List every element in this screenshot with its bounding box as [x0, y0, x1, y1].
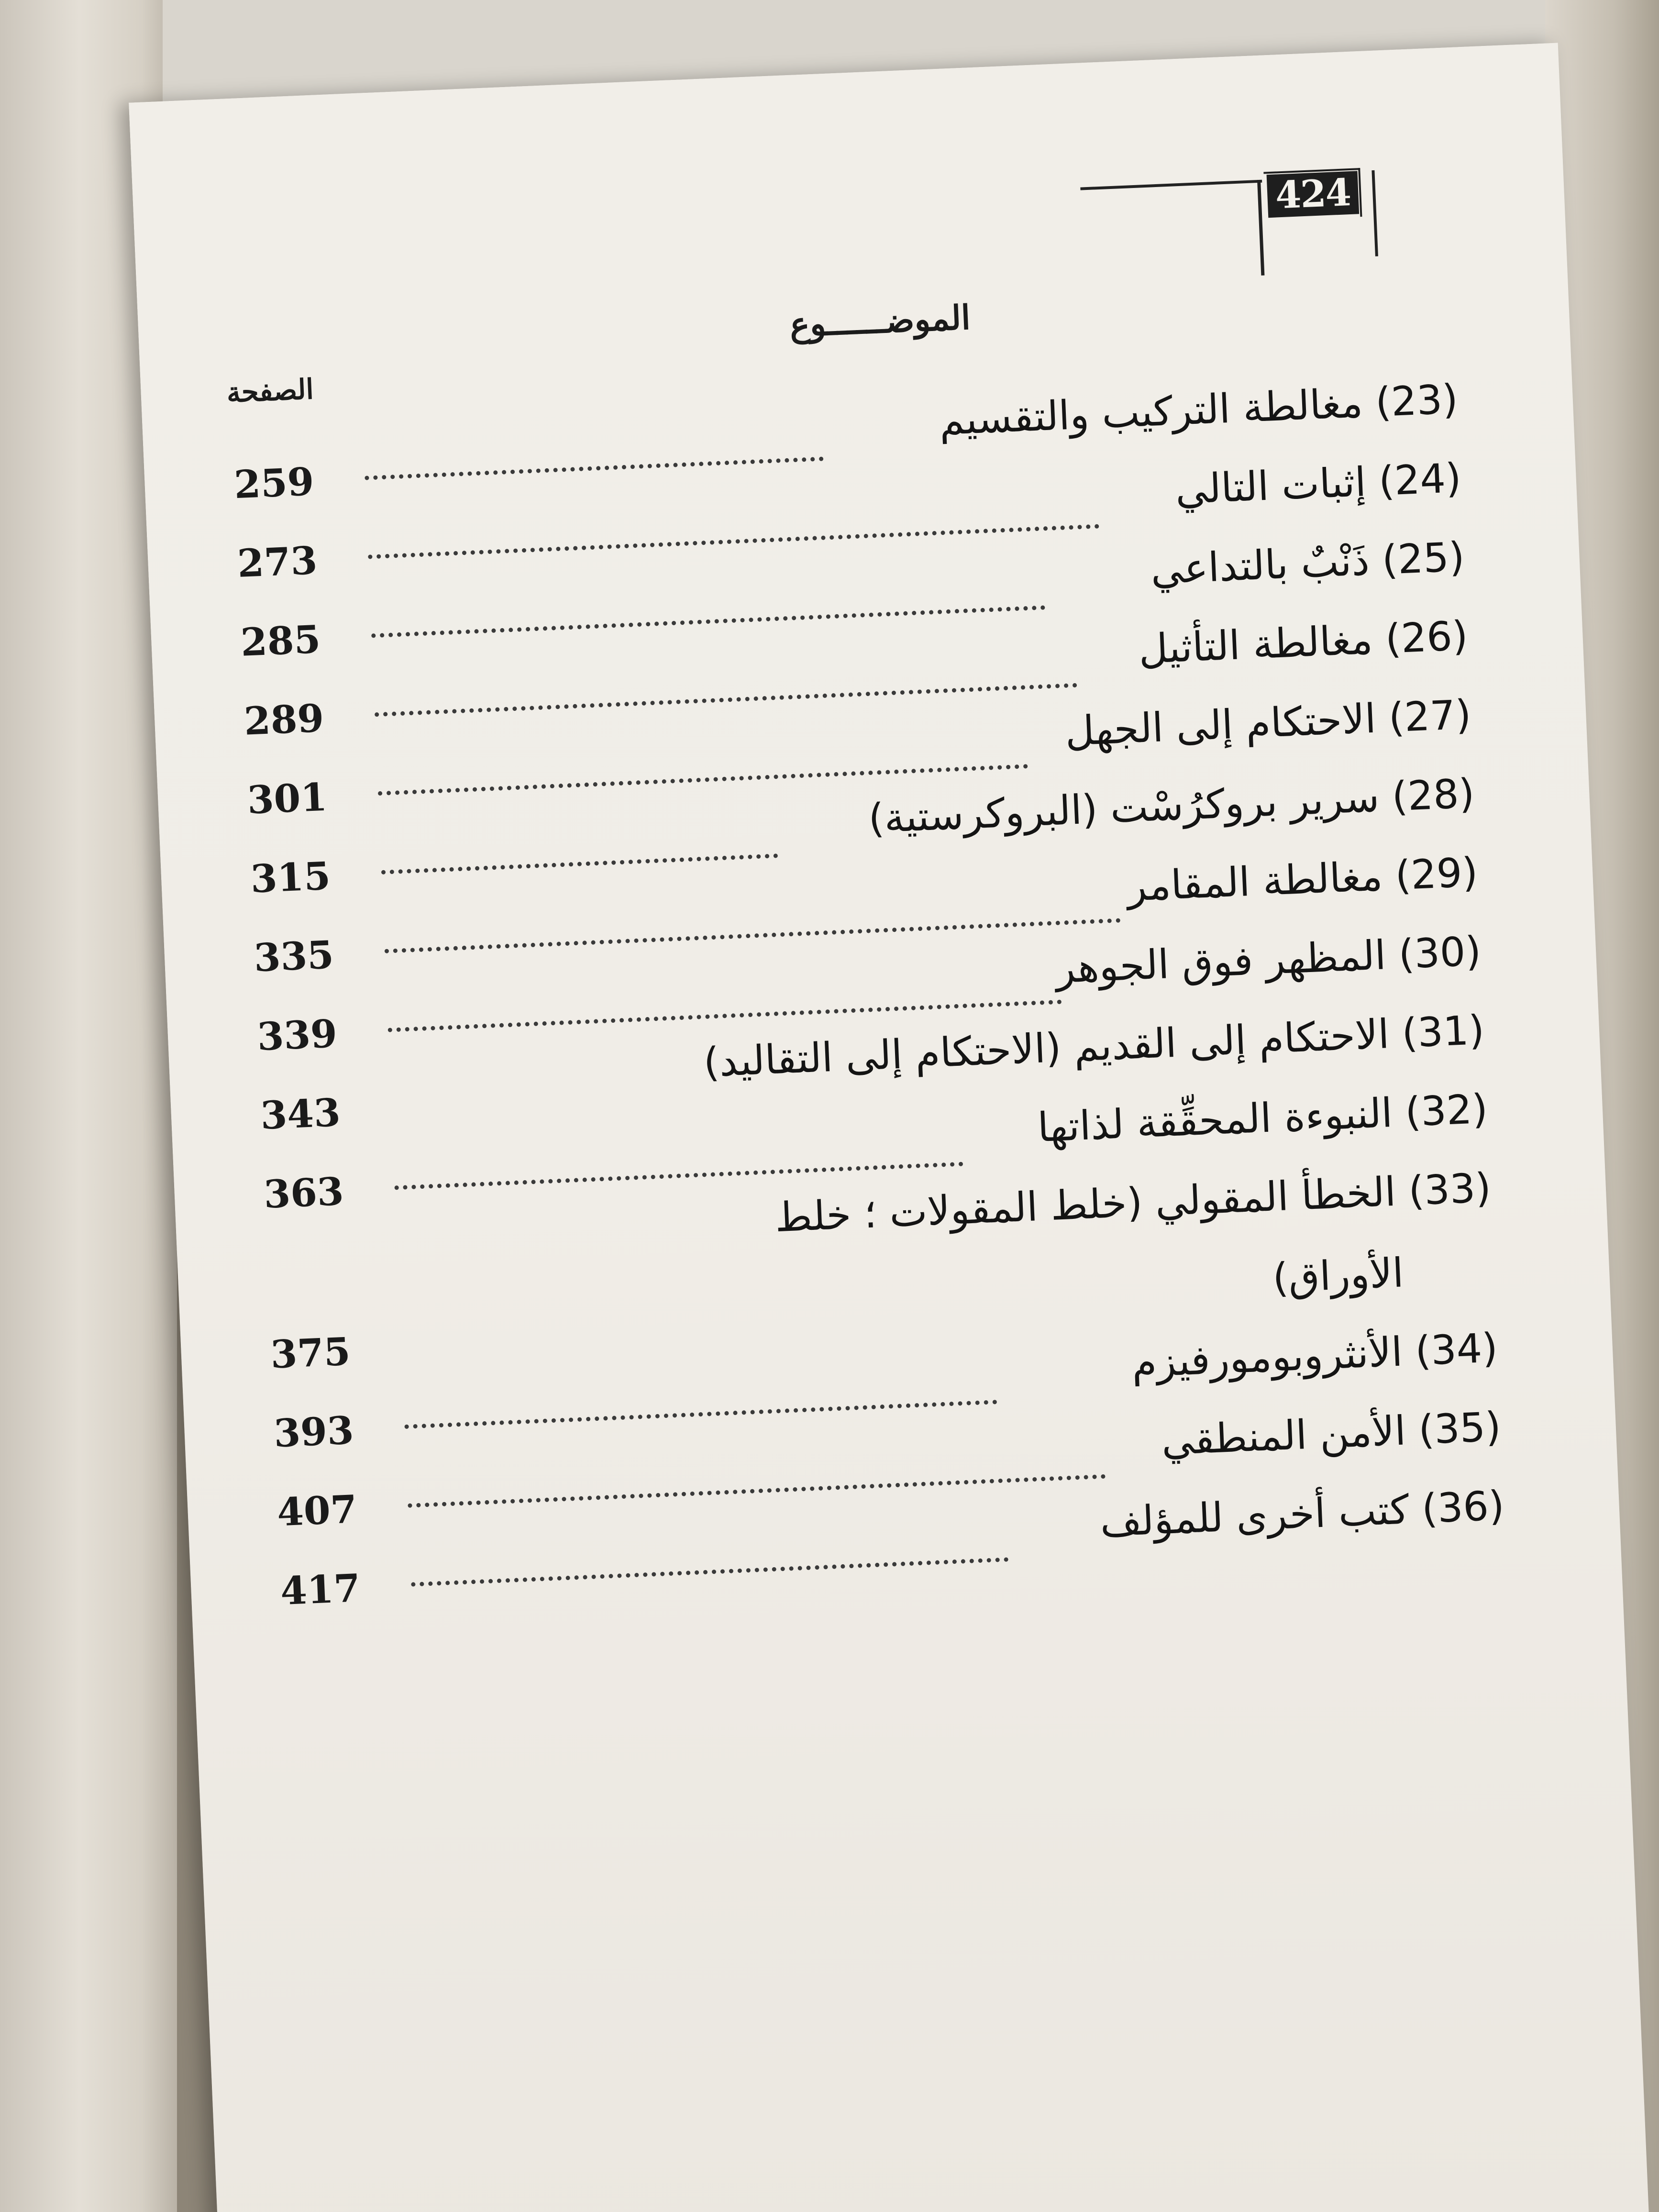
page-number-badge: 424 — [1267, 171, 1360, 218]
toc-entry-title: (31) الاحتكام إلى القديم (الاحتكام إلى التقاليد) — [702, 1006, 1485, 1086]
toc-entry-title: (23) مغالطة التركيب والتقسيم — [938, 375, 1459, 444]
toc-entry-title: (27) الاحتكام إلى الجهل — [1064, 691, 1472, 755]
toc-entry-page: 301 — [246, 774, 328, 823]
header-rule — [1080, 180, 1262, 190]
toc-entry-title: (24) إثبات التالي — [1174, 454, 1462, 513]
toc-entry-page: 393 — [273, 1407, 355, 1456]
toc-entry-page: 375 — [269, 1328, 352, 1377]
book-page — [129, 43, 1649, 2212]
toc-entry-page: 363 — [263, 1168, 345, 1217]
toc-entry-page: 407 — [276, 1486, 358, 1535]
toc-entry-title: (34) الأنثروبومورفيزم — [1130, 1324, 1499, 1387]
table-of-contents — [213, 358, 1505, 1614]
toc-entry-page: 335 — [253, 932, 335, 981]
toc-entry-title: (26) مغالطة التأثيل — [1138, 612, 1469, 673]
toc-entry-page: 289 — [243, 695, 325, 744]
toc-entry-title: (28) سرير بروكرُسْت (البروكرستية) — [867, 770, 1476, 842]
toc-entry-title-continued: الأوراق) — [1272, 1249, 1405, 1302]
toc-entry-page: 339 — [256, 1011, 338, 1060]
toc-entry-page: 273 — [236, 538, 319, 586]
toc-entry-title: (35) الأمن المنطقي — [1160, 1403, 1502, 1464]
header-rule-vertical-right — [1371, 170, 1378, 256]
toc-entry-page: 285 — [240, 616, 321, 665]
toc-entry-title: (36) كتب أخرى للمؤلف — [1099, 1482, 1505, 1546]
toc-entry-page: 417 — [279, 1565, 362, 1614]
toc-entry-title: (33) الخطأ المقولي (خلط المقولات ؛ خلط — [774, 1164, 1492, 1241]
header-rule-vertical — [1257, 180, 1264, 276]
toc-entry-title: (30) المظهر فوق الجوهر — [1054, 927, 1482, 993]
toc-entry-title: (29) مغالطة المقامر — [1126, 849, 1479, 910]
toc-entry-page: 315 — [249, 853, 332, 902]
toc-entry-page: 259 — [233, 459, 315, 508]
column-heading-subject: الموضــــــوع — [789, 297, 972, 345]
toc-entry-title: (32) النبوءة المحقِّقة لذاتها — [1036, 1085, 1489, 1151]
toc-entry-title: (25) ذَنْبٌ بالتداعي — [1150, 533, 1466, 594]
toc-entry-page: 343 — [259, 1090, 342, 1139]
column-heading-page: الصفحة — [226, 373, 314, 409]
